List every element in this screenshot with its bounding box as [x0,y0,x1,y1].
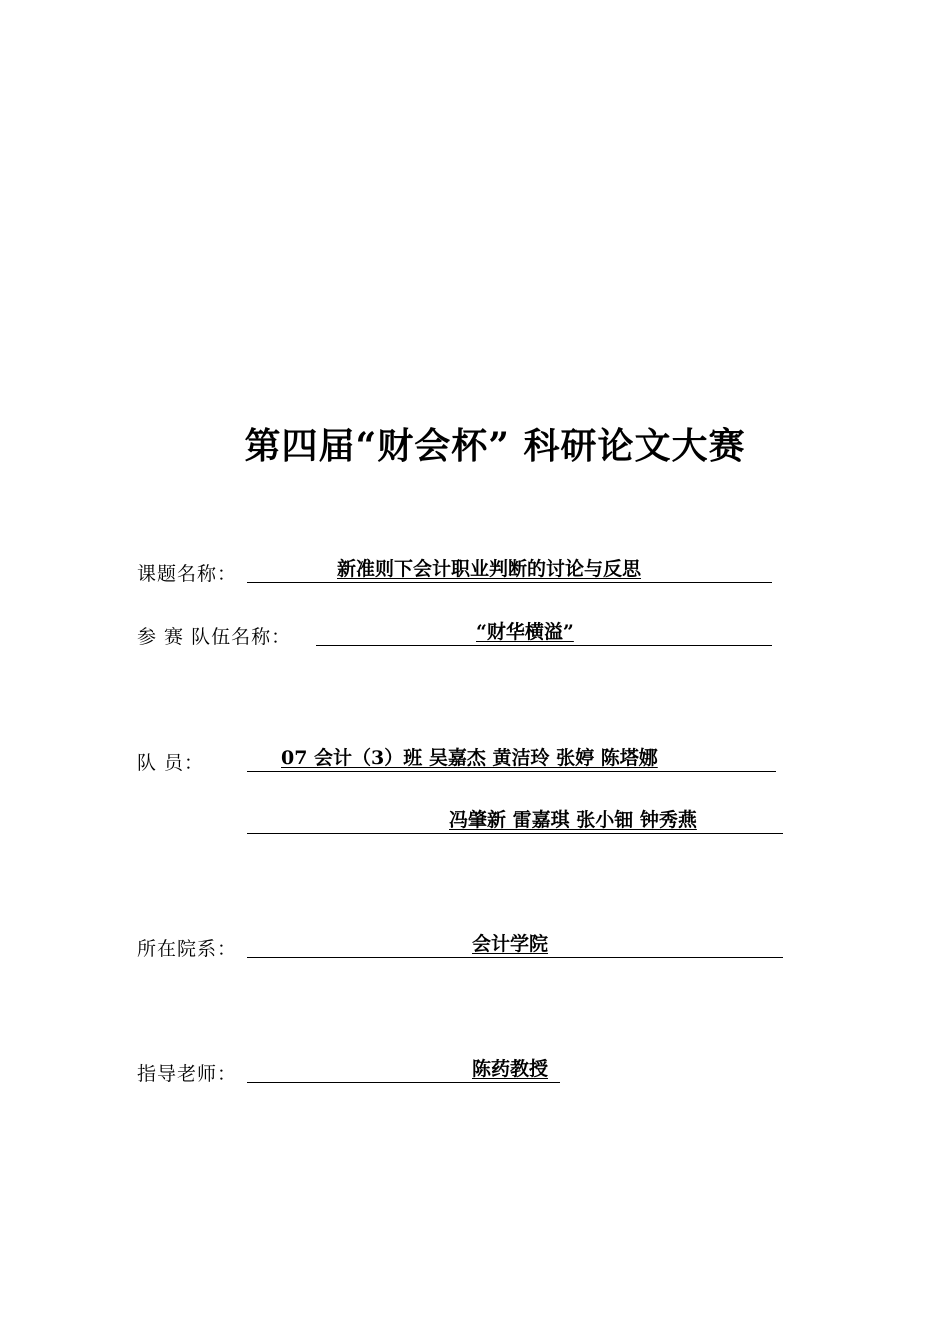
members-value-line1: 07 会计（3）班 吴嘉杰 黄洁玲 张婷 陈塔娜 [281,747,658,769]
department-field [247,931,783,958]
members-field-line2 [247,807,783,834]
members-field-line1 [247,745,776,772]
topic-field [247,556,772,583]
department-label: 所在院系： [137,938,238,960]
page-title: 第四届“财会杯” 科研论文大赛 [244,425,746,467]
advisor-label: 指导老师： [137,1063,238,1085]
members-value-line2: 冯肇新 雷嘉琪 张小钿 钟秀燕 [449,809,697,831]
team-name-label: 参 赛 队伍名称： [137,626,292,648]
advisor-value: 陈药教授 [472,1058,549,1080]
topic-label: 课题名称： [137,563,238,585]
members-label: 队 员： [137,752,205,774]
topic-value: 新准则下会计职业判断的讨论与反思 [337,558,642,580]
advisor-field [247,1056,560,1083]
team-name-field [316,619,772,646]
team-name-value: “财华横溢” [476,621,574,643]
department-value: 会计学院 [472,933,549,955]
